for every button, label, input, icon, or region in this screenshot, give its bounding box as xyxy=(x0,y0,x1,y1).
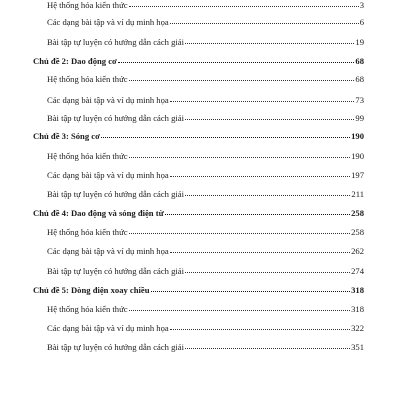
toc-dot-leader xyxy=(185,265,350,273)
toc-dot-leader xyxy=(185,188,350,196)
toc-entry-section xyxy=(47,74,364,85)
toc-entry-label: Hệ thống hóa kiến thức xyxy=(47,74,128,84)
toc-entry-label: Các dạng bài tập và ví dụ minh họa xyxy=(47,17,169,27)
toc-entry-page: 318 xyxy=(351,304,364,314)
toc-entry-page: 19 xyxy=(355,37,364,47)
toc-entry-section xyxy=(47,95,364,106)
toc-dot-leader xyxy=(101,130,350,138)
toc-entry-page: 258 xyxy=(351,208,364,218)
toc-entry-page: 3 xyxy=(359,0,364,10)
toc-dot-leader xyxy=(170,169,350,177)
toc-entry-page: 190 xyxy=(351,131,364,141)
toc-entry-page: 190 xyxy=(351,151,364,161)
toc-entry-label: Các dạng bài tập và ví dụ minh họa xyxy=(47,95,169,105)
toc-entry-section xyxy=(47,323,364,334)
toc-entry-label: Bài tập tự luyện có hướng dẫn cách giải xyxy=(47,189,184,199)
toc-entry-page: 197 xyxy=(351,170,364,180)
toc-entry-label: Các dạng bài tập và ví dụ minh họa xyxy=(47,170,169,180)
toc-entry-section xyxy=(47,246,364,257)
toc-dot-leader xyxy=(118,55,355,63)
toc-entry-page: 262 xyxy=(351,246,364,256)
toc-entry-label: Bài tập tự luyện có hướng dẫn cách giải xyxy=(47,266,184,276)
toc-entry-label: Chủ đề 4: Dao động và sóng điện từ xyxy=(33,208,164,218)
toc-entry-section xyxy=(47,266,364,277)
toc-dot-leader xyxy=(129,150,351,158)
toc-dot-leader xyxy=(129,0,359,7)
toc-dot-leader xyxy=(185,36,354,44)
toc-entry-chapter xyxy=(33,208,364,219)
toc-entry-chapter xyxy=(33,131,364,142)
toc-dot-leader xyxy=(170,245,350,253)
toc-dot-leader xyxy=(165,207,350,215)
toc-entry-chapter xyxy=(33,285,364,296)
toc-dot-leader xyxy=(129,73,355,81)
toc-entry-label: Bài tập tự luyện có hướng dẫn cách giải xyxy=(47,342,184,352)
toc-entry-chapter xyxy=(33,56,364,67)
toc-dot-leader xyxy=(129,226,351,234)
toc-entry-page: 99 xyxy=(355,113,364,123)
toc-entry-page: 211 xyxy=(351,189,364,199)
toc-entry-label: Bài tập tự luyện có hướng dẫn cách giải xyxy=(47,113,184,123)
toc-entry-label: Hệ thống hóa kiến thức xyxy=(47,227,128,237)
toc-entry-label: Các dạng bài tập và ví dụ minh họa xyxy=(47,323,169,333)
toc-entry-label: Hệ thống hóa kiến thức xyxy=(47,0,128,10)
toc-entry-section xyxy=(47,170,364,181)
toc-dot-leader xyxy=(170,16,359,24)
toc-dot-leader xyxy=(170,94,355,102)
toc-entry-label: Chủ đề 5: Dòng điện xoay chiều xyxy=(33,285,150,295)
toc-dot-leader xyxy=(185,112,354,120)
toc-entry-section xyxy=(47,189,364,200)
toc-entry-section xyxy=(47,342,364,353)
toc-entry-section xyxy=(47,113,364,124)
toc-entry-label: Chủ đề 2: Dao động cơ xyxy=(33,56,117,66)
toc-entry-section xyxy=(47,151,364,162)
toc-dot-leader xyxy=(185,341,350,349)
toc-entry-page: 274 xyxy=(351,266,364,276)
toc-entry-section xyxy=(47,0,364,11)
toc-dot-leader xyxy=(129,303,351,311)
toc-entry-label: Các dạng bài tập và ví dụ minh họa xyxy=(47,246,169,256)
toc-entry-page: 68 xyxy=(355,56,364,66)
toc-entry-page: 351 xyxy=(351,342,364,352)
toc-entry-section xyxy=(47,17,364,28)
toc-entry-page: 258 xyxy=(351,227,364,237)
toc-entry-page: 318 xyxy=(351,285,364,295)
toc-entry-page: 68 xyxy=(355,74,364,84)
toc-entry-label: Bài tập tự luyện có hướng dẫn cách giải xyxy=(47,37,184,47)
toc-entry-section xyxy=(47,304,364,315)
toc-entry-page: 73 xyxy=(355,95,364,105)
toc-entry-label: Chủ đề 3: Sóng cơ xyxy=(33,131,100,141)
toc-dot-leader xyxy=(170,322,350,330)
toc-entry-page: 322 xyxy=(351,323,364,333)
toc-entry-page: 6 xyxy=(359,17,364,27)
toc-entry-label: Hệ thống hóa kiến thức xyxy=(47,304,128,314)
toc-entry-section xyxy=(47,227,364,238)
toc-entry-label: Hệ thống hóa kiến thức xyxy=(47,151,128,161)
toc-entry-section xyxy=(47,37,364,48)
toc-dot-leader xyxy=(151,284,351,292)
